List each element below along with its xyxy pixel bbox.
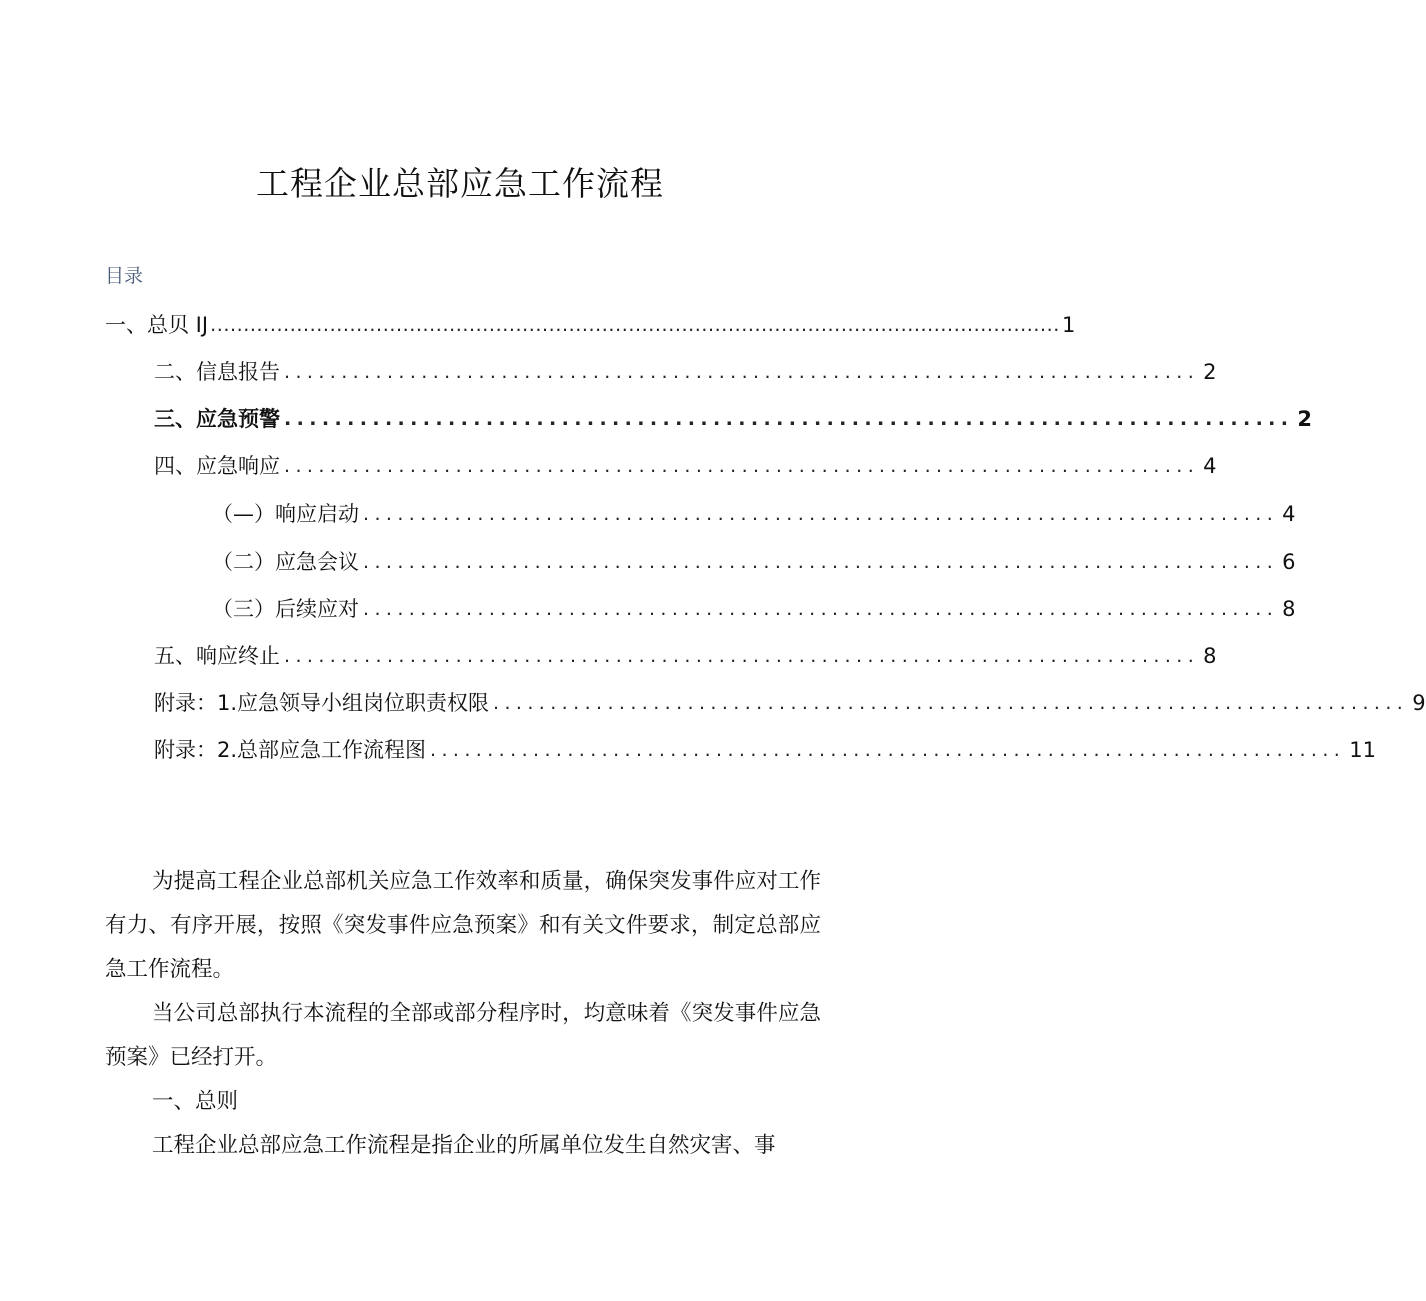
toc-entry[interactable] xyxy=(212,499,1296,529)
toc-leader: ................................................................................ xyxy=(363,598,1279,620)
toc-entry-label: 二、信息报告 xyxy=(154,360,280,384)
toc-entry-page: 1 xyxy=(1061,313,1076,337)
toc-entry[interactable] xyxy=(154,357,1217,387)
toc-entry-page: 2 xyxy=(1297,407,1313,431)
toc-leader: ................................................................................ xyxy=(284,645,1200,667)
body-paragraph: 工程企业总部应急工作流程是指企业的所属单位发生自然灾害、事 xyxy=(152,1133,776,1158)
toc-entry-label: （三）后续应对 xyxy=(212,597,359,621)
toc-leader: ................................................................................ xyxy=(284,408,1294,430)
toc-entry-label: 附录：2.总部应急工作流程图 xyxy=(154,738,427,762)
toc-leader: ................................................................................ xyxy=(284,361,1200,383)
toc-entry-page: 2 xyxy=(1203,360,1217,384)
toc-entry[interactable] xyxy=(212,547,1296,577)
document-title: 工程企业总部应急工作流程 xyxy=(256,164,664,203)
toc-leader: ................................................................................ xyxy=(363,503,1279,525)
toc-entry[interactable] xyxy=(154,641,1217,671)
toc-leader: ................................................................................ xyxy=(430,739,1346,761)
toc-entry[interactable] xyxy=(154,404,1313,434)
toc-entry-label: 一、总贝 IJ xyxy=(105,313,209,337)
toc-entry-page: 11 xyxy=(1349,738,1376,762)
toc-entry-label: （二）应急会议 xyxy=(212,550,359,574)
toc-entry-label: （—）响应启动 xyxy=(212,502,359,526)
toc-entry[interactable] xyxy=(154,451,1217,481)
toc-entry-label: 附录：1.应急领导小组岗位职责权限 xyxy=(154,691,490,715)
toc-entry-page: 6 xyxy=(1282,550,1296,574)
section-heading: 一、总则 xyxy=(152,1089,239,1114)
toc-heading: 目录 xyxy=(105,265,144,287)
toc-entry[interactable] xyxy=(154,688,1426,718)
toc-leader: ................................................................................ xyxy=(363,551,1279,573)
toc-entry[interactable] xyxy=(212,594,1296,624)
toc-entry-label: 五、响应终止 xyxy=(154,644,280,668)
body-paragraph: 为提高工程企业总部机关应急工作效率和质量，确保突发事件应对工作有力、有序开展，按照《突发事件应急预案》和有关文件要求，制定总部应急工作流程。 xyxy=(105,869,821,982)
toc-entry-label: 三、应急预警 xyxy=(154,407,280,431)
toc-entry-label: 四、应急响应 xyxy=(154,454,280,478)
toc-entry-page: 4 xyxy=(1282,502,1296,526)
toc-entry[interactable] xyxy=(154,735,1376,765)
toc-leader: ................................................................................ xyxy=(493,692,1409,714)
body-paragraph: 当公司总部执行本流程的全部或部分程序时，均意味着《突发事件应急预案》已经打开。 xyxy=(105,1001,821,1070)
toc-entry-page: 9 xyxy=(1412,691,1426,715)
toc-entry-page: 4 xyxy=(1203,454,1217,478)
toc-entry-page: 8 xyxy=(1203,644,1217,668)
toc-entry[interactable] xyxy=(105,310,1076,340)
toc-entry-page: 8 xyxy=(1282,597,1296,621)
toc-leader: ................................................................................................................................ xyxy=(210,314,1060,336)
toc-leader: ................................................................................ xyxy=(284,455,1200,477)
